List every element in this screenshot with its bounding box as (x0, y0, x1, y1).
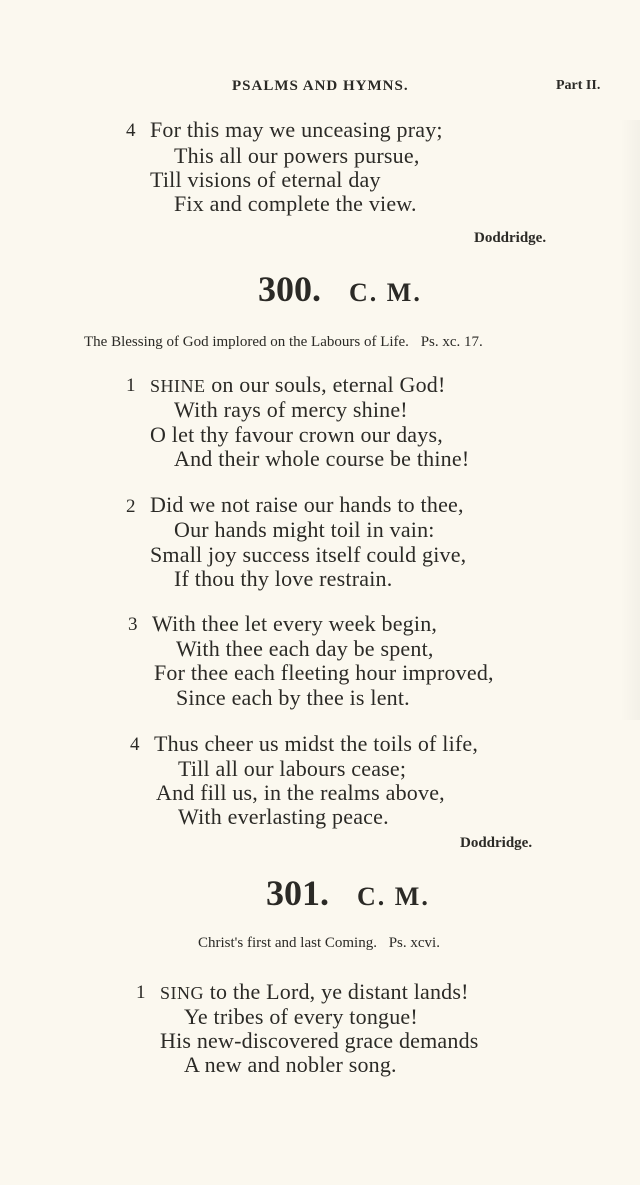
verse-line: With rays of mercy shine! (174, 397, 408, 422)
hymn-subject: Christ's first and last Coming. (198, 935, 377, 951)
verse-line: Thus cheer us midst the toils of life, (154, 731, 479, 756)
verse-line: Till all our labours cease; (178, 756, 407, 781)
verse-number: 4 (130, 734, 140, 755)
first-word-small-caps: SHINE (150, 376, 206, 396)
verse-line: His new-discovered grace demands (160, 1028, 479, 1053)
verse-line: For this may we unceasing pray; (150, 117, 443, 142)
verse-line: Did we not raise our hands to thee, (150, 492, 464, 517)
running-head: PSALMS AND HYMNS. (232, 78, 409, 94)
verse-line: Our hands might toil in vain: (174, 517, 435, 542)
verse-number: 3 (128, 614, 138, 635)
verse-number: 1 (136, 982, 146, 1003)
verse-number: 1 (126, 375, 136, 396)
hymn-meter: C. M. (357, 882, 430, 911)
hymn-subject-line (198, 935, 440, 952)
verse-line: With thee let every week begin, (152, 611, 438, 636)
verse-number: 4 (126, 120, 136, 141)
scripture-reference: Ps. xc. 17. (420, 334, 483, 350)
verse-line: Fix and complete the view. (174, 191, 417, 216)
first-word-small-caps: SING (160, 983, 205, 1003)
verse-line: With thee each day be spent, (176, 636, 434, 661)
author-attribution: Doddridge. (474, 230, 547, 246)
hymn-heading (266, 872, 430, 914)
verse-line: And fill us, in the realms above, (156, 780, 445, 805)
hymn-number: 300. (258, 269, 321, 309)
hymn-meter: C. M. (349, 278, 422, 307)
scripture-reference: Ps. xcvi. (388, 935, 440, 951)
verse-line: Since each by thee is lent. (176, 685, 410, 710)
hymn-number: 301. (266, 873, 329, 913)
hymn-heading (258, 268, 422, 310)
verse-line: And their whole course be thine! (174, 446, 470, 471)
first-line-rest: to the Lord, ye distant lands! (209, 979, 469, 1004)
verse-line: For thee each fleeting hour improved, (154, 660, 494, 685)
author-attribution: Doddridge. (460, 835, 533, 851)
verse-line: If thou thy love restrain. (174, 566, 393, 591)
verse-line: Ye tribes of every tongue! (184, 1004, 418, 1029)
verse-line: O let thy favour crown our days, (150, 422, 443, 447)
verse-line: Small joy success itself could give, (150, 542, 467, 567)
verse-line (160, 979, 469, 1005)
verse-line: This all our powers pursue, (174, 143, 420, 168)
verse-line: A new and nobler song. (184, 1052, 397, 1077)
verse-number: 2 (126, 496, 136, 517)
verse-line (150, 372, 446, 398)
show-through-bleed (620, 120, 640, 720)
hymn-subject-line (84, 334, 483, 351)
first-line-rest: on our souls, eternal God! (211, 372, 446, 397)
hymn-subject: The Blessing of God implored on the Labours of Life. (84, 334, 409, 350)
verse-line: Till visions of eternal day (150, 167, 381, 192)
verse-line: With everlasting peace. (178, 804, 389, 829)
part-label: Part II. (556, 78, 601, 93)
